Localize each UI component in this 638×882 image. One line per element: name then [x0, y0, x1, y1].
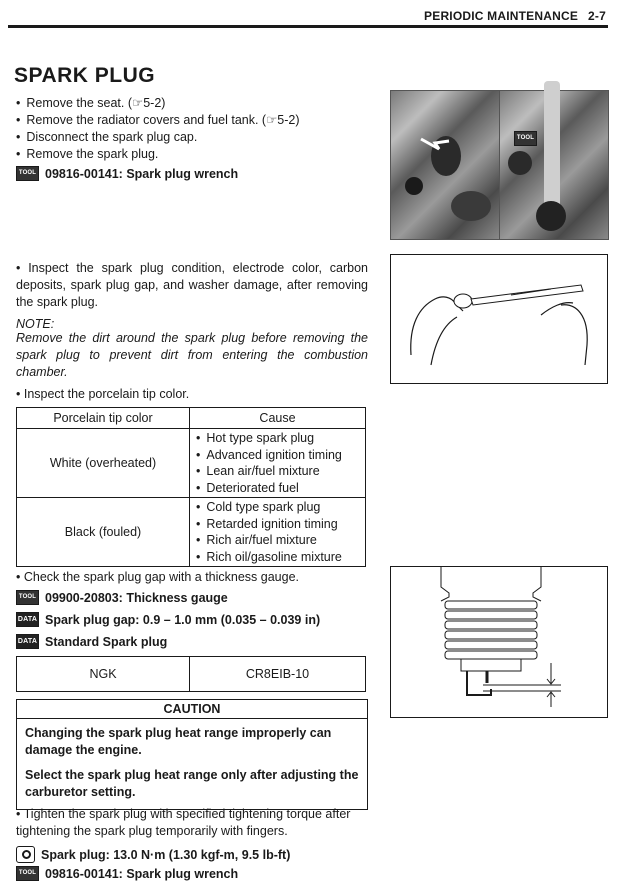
plug-gap-figure [390, 566, 608, 718]
cause-item: • Retarded ignition timing [194, 516, 361, 533]
table-row [17, 657, 366, 692]
porcelain-cause-table [16, 407, 366, 567]
table-header: Cause [190, 408, 366, 429]
data-icon: DATA [16, 634, 39, 649]
torque-wrench-icon [16, 846, 35, 863]
page-header [424, 9, 606, 23]
data-icon: DATA [16, 612, 39, 627]
caution-box [16, 699, 368, 810]
section-title: PERIODIC MAINTENANCE [424, 9, 579, 23]
tip-color-cell: White (overheated) [17, 429, 190, 498]
page-title: SPARK PLUG [14, 64, 156, 87]
table-row [17, 429, 366, 498]
tool-text: 09816-00141: Spark plug wrench [45, 866, 239, 881]
caution-text: Select the spark plug heat range only after adjusting the carburetor setting. [25, 768, 359, 799]
step-item: • Remove the radiator covers and fuel tank. (☞5-2) [16, 112, 300, 129]
cause-item: • Lean air/fuel mixture [194, 463, 361, 480]
cause-item: • Advanced ignition timing [194, 447, 361, 464]
step-item: • Disconnect the spark plug cap. [16, 129, 300, 146]
inspect-tip-text: • Inspect the porcelain tip color. [16, 387, 190, 401]
cause-item: • Deteriorated fuel [194, 480, 361, 497]
data-text: Spark plug gap: 0.9 – 1.0 mm (0.035 – 0.039 in) [45, 612, 321, 627]
standard-plug-table [16, 656, 366, 692]
engine-photo-right [499, 90, 609, 240]
table-row [17, 498, 366, 567]
header-rule [8, 25, 608, 28]
cause-item: • Rich air/fuel mixture [194, 532, 361, 549]
torque-text: Spark plug: 13.0 N·m (1.30 kgf-m, 9.5 lb-ft) [41, 847, 291, 862]
table-header: Porcelain tip color [17, 408, 190, 429]
plug-model: CR8EIB-10 [190, 657, 366, 692]
cause-item: • Hot type spark plug [194, 430, 361, 447]
data-line [16, 634, 167, 649]
caution-text: Changing the spark plug heat range improperly can damage the engine. [25, 726, 332, 757]
inspect-text: • Inspect the spark plug condition, electrode color, carbon deposits, spark plug gap, and washer damage, after removing the spark plug. [16, 261, 368, 309]
tighten-text: • Tighten the spark plug with specified tightening torque after tightening the spark plug temporarily with fingers. [16, 807, 351, 838]
tip-color-cell: Black (fouled) [17, 498, 190, 567]
engine-photo-left [390, 90, 500, 240]
torque-line [16, 846, 290, 863]
tool-line [16, 590, 228, 605]
note-label: NOTE: [16, 317, 55, 331]
cause-cell [190, 498, 366, 567]
plug-brand: NGK [17, 657, 190, 692]
tool-line [16, 166, 238, 181]
tool-text: 09816-00141: Spark plug wrench [45, 166, 239, 181]
tool-icon: TOOL [514, 131, 537, 146]
step-item: • Remove the spark plug. [16, 146, 300, 163]
check-gap-text: • Check the spark plug gap with a thickness gauge. [16, 570, 300, 584]
data-text: Standard Spark plug [45, 634, 168, 649]
spark-plug-illustration [391, 567, 607, 717]
step-item: • Remove the seat. (☞5-2) [16, 95, 300, 112]
tool-text: 09900-20803: Thickness gauge [45, 590, 228, 605]
gap-measure-figure [390, 254, 608, 384]
page-number: 2-7 [588, 9, 606, 23]
removal-steps [16, 95, 300, 163]
caution-title: CAUTION [17, 700, 367, 719]
tool-icon: TOOL [16, 590, 39, 605]
arrow-icon [391, 91, 499, 239]
hand-gauge-illustration [391, 255, 607, 383]
cause-item: • Rich oil/gasoline mixture [194, 549, 361, 566]
cause-cell [190, 429, 366, 498]
tool-icon: TOOL [16, 866, 39, 881]
note-text: Remove the dirt around the spark plug before removing the spark plug to prevent dirt from entering the combustion chamber. [16, 331, 368, 379]
cause-item: • Cold type spark plug [194, 499, 361, 516]
tool-line [16, 866, 238, 881]
data-line [16, 612, 320, 627]
tool-icon: TOOL [16, 166, 39, 181]
